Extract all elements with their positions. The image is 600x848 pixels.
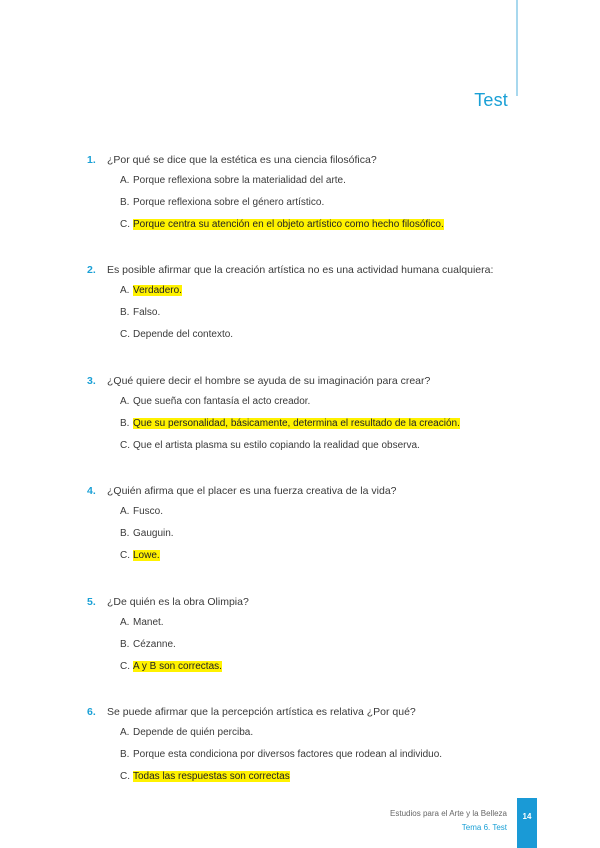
- answer-option: [120, 438, 420, 454]
- answer-option: [120, 327, 233, 343]
- option-letter: A.: [120, 175, 130, 186]
- question-text: Se puede afirmar que la percepción artística es relativa ¿Por qué?: [107, 706, 416, 718]
- answer-option: [120, 195, 324, 211]
- option-letter: B.: [120, 639, 130, 650]
- option-letter: B.: [120, 418, 130, 429]
- question-text: ¿De quién es la obra Olimpia?: [107, 596, 249, 608]
- answer-option: [120, 504, 163, 520]
- question-number: 3.: [87, 375, 96, 387]
- option-letter: A.: [120, 727, 130, 738]
- option-text: Porque esta condiciona por diversos factores que rodean al individuo.: [133, 749, 443, 760]
- question-number: 2.: [87, 264, 96, 276]
- answer-option: [120, 548, 160, 564]
- question-text: Es posible afirmar que la creación artística no es una actividad humana cualquiera:: [107, 264, 494, 276]
- option-text: Depende de quién perciba.: [133, 727, 254, 738]
- option-letter: A.: [120, 617, 130, 628]
- page-title: Test: [474, 90, 508, 110]
- option-text: Cézanne.: [133, 639, 176, 650]
- option-letter: B.: [120, 307, 130, 318]
- option-text: Fusco.: [133, 506, 164, 517]
- answer-option: [120, 659, 222, 675]
- header-divider-line: [516, 0, 518, 96]
- option-letter: B.: [120, 528, 130, 539]
- answer-option: [120, 725, 253, 741]
- option-letter: A.: [120, 506, 130, 517]
- option-letter: C.: [120, 329, 130, 340]
- question-text: ¿Por qué se dice que la estética es una ciencia filosófica?: [107, 154, 377, 166]
- question-number: 5.: [87, 596, 96, 608]
- option-letter: A.: [120, 285, 130, 296]
- highlighted-answer-text: A y B son correctas.: [133, 661, 222, 672]
- option-text: Que el artista plasma su estilo copiando la realidad que observa.: [133, 440, 420, 451]
- answer-option: [120, 283, 182, 299]
- option-text: Porque reflexiona sobre el género artístico.: [133, 197, 325, 208]
- option-letter: C.: [120, 219, 130, 230]
- option-letter: A.: [120, 396, 130, 407]
- answer-option: [120, 394, 310, 410]
- question-number: 6.: [87, 706, 96, 718]
- answer-option: [120, 173, 346, 189]
- question-number: 4.: [87, 485, 96, 497]
- highlighted-answer-text: Todas las respuestas son correctas: [133, 771, 290, 782]
- highlighted-answer-text: Porque centra su atención en el objeto artístico como hecho filosófico.: [133, 219, 444, 230]
- page-number-box: [517, 798, 537, 848]
- highlighted-answer-text: Lowe.: [133, 550, 160, 561]
- highlighted-answer-text: Que su personalidad, básicamente, determina el resultado de la creación.: [133, 418, 460, 429]
- answer-option: [120, 747, 442, 763]
- answer-option: [120, 526, 174, 542]
- answer-option: [120, 305, 160, 321]
- option-letter: B.: [120, 197, 130, 208]
- highlighted-answer-text: Verdadero.: [133, 285, 182, 296]
- option-letter: C.: [120, 440, 130, 451]
- option-letter: C.: [120, 661, 130, 672]
- option-text: Manet.: [133, 617, 164, 628]
- question-text: ¿Qué quiere decir el hombre se ayuda de su imaginación para crear?: [107, 375, 431, 387]
- question-text: ¿Quién afirma que el placer es una fuerza creativa de la vida?: [107, 485, 397, 497]
- answer-option: [120, 416, 460, 432]
- footer-book-title: Estudios para el Arte y la Belleza: [390, 809, 507, 818]
- answer-option: [120, 217, 444, 233]
- option-text: Falso.: [133, 307, 161, 318]
- option-letter: C.: [120, 771, 130, 782]
- option-letter: B.: [120, 749, 130, 760]
- question-number: 1.: [87, 154, 96, 166]
- answer-option: [120, 615, 164, 631]
- option-text: Que sueña con fantasía el acto creador.: [133, 396, 311, 407]
- answer-option: [120, 769, 290, 785]
- option-text: Depende del contexto.: [133, 329, 234, 340]
- page-number: 14: [522, 812, 532, 821]
- option-text: Porque reflexiona sobre la materialidad del arte.: [133, 175, 346, 186]
- option-text: Gauguin.: [133, 528, 174, 539]
- option-letter: C.: [120, 550, 130, 561]
- footer-topic: Tema 6. Test: [461, 823, 507, 832]
- answer-option: [120, 637, 176, 653]
